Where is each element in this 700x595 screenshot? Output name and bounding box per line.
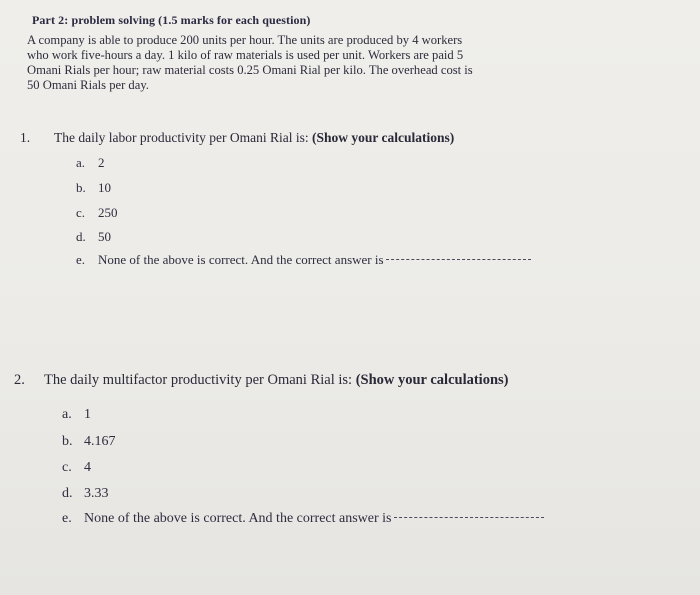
- question-note: (Show your calculations): [355, 372, 509, 388]
- question-2-title: [14, 372, 509, 389]
- question-1-title: [20, 130, 454, 146]
- option-text: 3.33: [84, 486, 109, 501]
- question-number: 2.: [14, 372, 25, 388]
- option-b[interactable]: [76, 180, 111, 196]
- option-text: 4.167: [84, 434, 116, 449]
- option-text: None of the above is correct. And the correct answer is: [84, 511, 392, 526]
- option-text: None of the above is correct. And the correct answer is: [98, 252, 384, 267]
- intro-line: 50 Omani Rials per day.: [27, 78, 149, 92]
- option-letter: e.: [76, 252, 86, 267]
- option-e[interactable]: [76, 252, 531, 268]
- option-text: 250: [98, 205, 118, 220]
- option-letter: a.: [62, 407, 72, 422]
- question-number: 1.: [20, 130, 31, 145]
- option-c[interactable]: [76, 205, 118, 221]
- answer-blank[interactable]: [394, 517, 544, 518]
- option-text: 1: [84, 407, 91, 422]
- option-letter: c.: [62, 460, 72, 475]
- option-d[interactable]: [62, 486, 109, 502]
- option-a[interactable]: [76, 155, 105, 171]
- question-note: (Show your calculations): [311, 130, 455, 145]
- option-text: 2: [98, 155, 105, 170]
- problem-statement: [27, 33, 667, 93]
- answer-blank[interactable]: [386, 259, 531, 260]
- option-a[interactable]: [62, 407, 91, 423]
- option-text: 50: [98, 229, 111, 244]
- option-letter: b.: [76, 180, 86, 195]
- option-letter: c.: [76, 205, 86, 220]
- option-d[interactable]: [76, 229, 111, 245]
- option-letter: d.: [76, 229, 86, 244]
- option-letter: a.: [76, 155, 86, 170]
- option-text: 4: [84, 460, 91, 475]
- option-text: 10: [98, 180, 111, 195]
- question-prompt: The daily labor productivity per Omani Rial is:: [54, 130, 312, 145]
- option-e[interactable]: [62, 511, 544, 527]
- option-b[interactable]: [62, 434, 116, 450]
- option-letter: d.: [62, 486, 73, 501]
- intro-line: who work five-hours a day. 1 kilo of raw materials is used per unit. Workers are paid 5: [27, 48, 464, 62]
- section-heading: Part 2: problem solving (1.5 marks for each question): [32, 13, 311, 27]
- option-letter: e.: [62, 511, 72, 526]
- question-prompt: The daily multifactor productivity per Omani Rial is:: [44, 372, 356, 388]
- intro-line: Omani Rials per hour; raw material costs 0.25 Omani Rial per kilo. The overhead cost is: [27, 63, 473, 77]
- intro-line: A company is able to produce 200 units per hour. The units are produced by 4 workers: [27, 33, 463, 47]
- option-c[interactable]: [62, 460, 91, 476]
- option-letter: b.: [62, 434, 73, 449]
